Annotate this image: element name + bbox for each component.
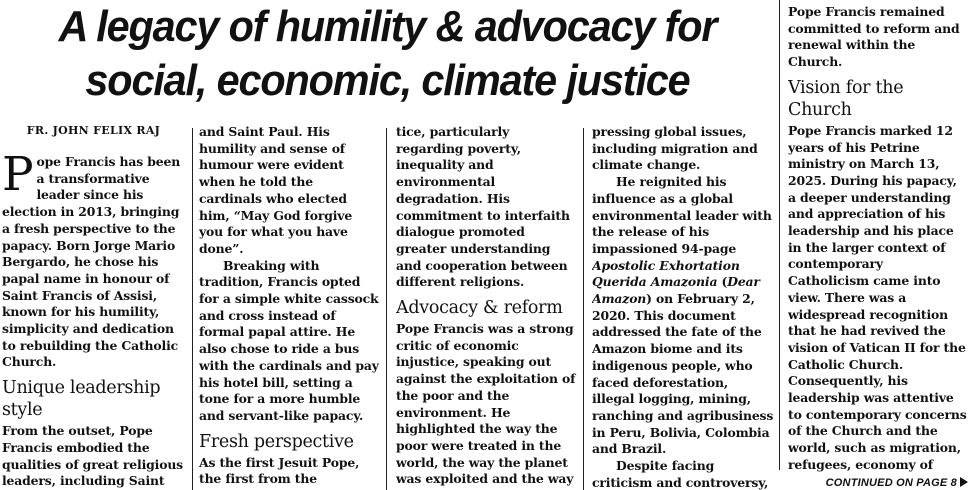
article-column-2 [199,124,379,490]
paragraph: Breaking with tradition, Francis opted for a simple white cassock and cross instead of formal papal attire. He also chose to ride a bus with the cardinals and pay his hotel bill, setting a tone for a more humble and servant-like papacy. [199,257,379,423]
paragraph: Pope Francis marked 12 years of his Petrine ministry on March 13, 2025. During his papacy, a deeper understanding and appreciation of his leadership and his place in the larger context of contemporary Catholicism came into view. There was a widespread recognition that he had revived the vision of Vatican II for the Catholic Church. Consequently, his leadership was attentive to contemporary concerns of the Church and the world, such as migration, refugees, economy of [788,122,967,472]
subhead-fresh-perspective: Fresh perspective [199,431,354,452]
paragraph: From the outset, Pope Francis embodied the qualities of great religious leaders, including Saint [2,423,184,489]
column-rule-2 [386,128,387,490]
arrow-right-icon [960,477,968,487]
article-column-1 [2,124,185,490]
paragraph: Pope Francis was a strong critic of economic injustice, speaking out against the exploitation of the poor and the environment. He highlighted the way the poor were treated in the world, the way the planet was exploited and the way [396,321,576,487]
column-rule-3 [583,128,584,490]
paragraph: As the first Jesuit Pope, the first from the [199,454,360,487]
headline [0,0,775,112]
article-column-4 [592,124,774,490]
paragraph [592,458,774,490]
continued-label: CONTINUED ON PAGE 8 [825,477,957,489]
subhead-unique-leadership: Unique leadership style [2,378,161,421]
lead-paragraph-text: ope Francis has been a transformative leader since his election in 2013, bringing a fresh perspective to the papacy. Born Jorge Mario Bergardo, he chose his papal name in honour of Saint Francis of Assisi, known for his humility, simplicity and dedication to rebuilding the Catholic Church. [2,154,181,370]
paragraph [592,174,774,458]
continued-on-page [790,477,968,490]
text-run: Despite facing criticism and controversy, [592,458,769,490]
article-column-3 [396,124,578,490]
text-run: ( [717,274,728,290]
lead-paragraph [2,147,185,371]
subhead-advocacy-reform: Advocacy & reform [396,298,563,319]
column-rule-top-right [779,0,780,470]
paragraph: pressing global issues, including migration and climate change. [592,124,758,173]
text-run: ) on February 2, 2020. This document addressed the fate of the Amazon biome and its indigenous people, who faced deforestation, illegal logging, mining, ranching and agribusiness in Peru, Bolivia, Colombia and Brazil. [592,291,774,457]
headline-line-1: A legacy of humility & advocacy for [58,2,717,51]
italic-title: Apostolic Exhortation Querida Amazonia [592,257,740,290]
byline: FR. JOHN FELIX RAJ [26,124,161,137]
paragraph: tice, particularly regarding poverty, inequality and environmental degradation. His commitment to interfaith dialogue promoted greater understanding and cooperation between different religions. [396,124,570,290]
paragraph: Pope Francis remained committed to reform and renewal within the Church. [788,4,960,70]
text-run: He reignited his influence as a global environmental leader with the release of his impassioned 94-page [592,174,772,256]
drop-cap: P [2,147,34,202]
italic-title: Dear Amazon [592,274,760,307]
paragraph: and Saint Paul. His humility and sense of humour were evident when he told the cardinals who elected him, “May God forgive you for what you have done”. [199,124,353,256]
column-rule-1 [192,128,193,490]
headline-line-2: social, economic, climate justice [85,56,690,105]
article-column-5 [788,4,968,474]
subhead-vision-church: Vision for the Church [788,77,904,120]
